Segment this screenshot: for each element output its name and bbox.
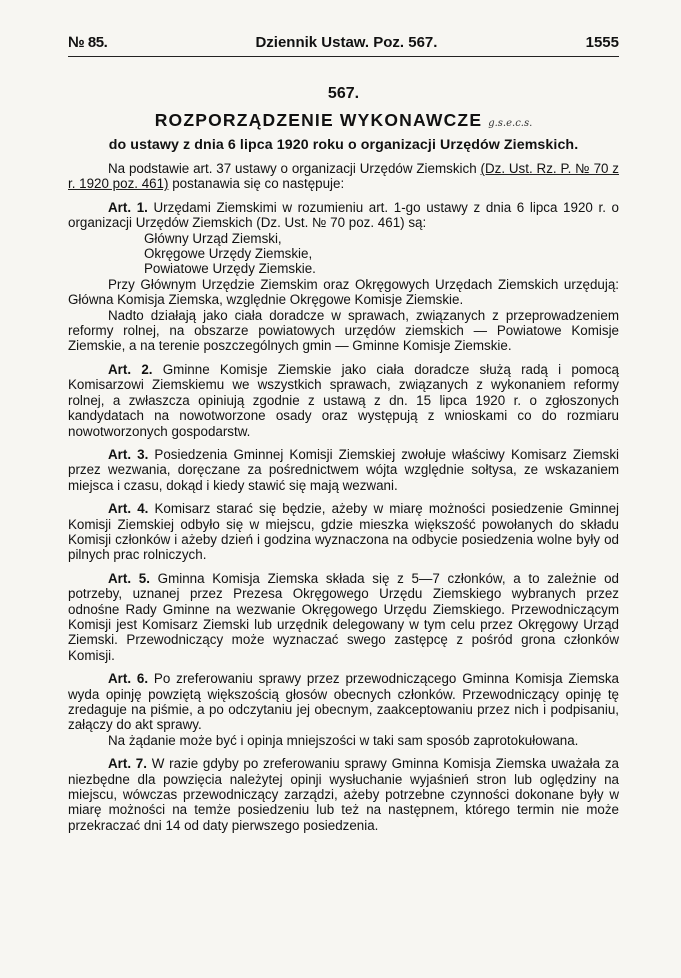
art6-label: Art. 6.: [108, 671, 149, 687]
art7-text: W razie gdyby po zreferowaniu sprawy Gminna Komisja Ziemska uważała za niezbędne dla powzięcia należytej opinji wysłuchanie wyjaśnień stron lub oględziny na miejscu, wówczas przewodniczący zarządzi, ażeby potrzebne czynności dokonane były w miarę możności na temże posiedzeniu lub też na następnem, którego termin nie może przekraczać dni 14 od daty pierwszego posiedzenia.: [68, 756, 619, 833]
art5-paragraph: [68, 571, 619, 663]
art2-label: Art. 2.: [108, 361, 153, 377]
document-body: [68, 161, 619, 833]
art3-text: Posiedzenia Gminnej Komisji Ziemskiej zwołuje właściwy Komisarz Ziemski przez wezwania, doręczane za pośrednictwem wójta względnie sołtysa, ze wskazaniem miejsca i czasu, dokąd i kiedy stawić się mają wezwani.: [68, 446, 619, 493]
intro-citation: (Dz. Ust. Rz. P. № 70 z r. 1920 poz. 461): [68, 161, 620, 192]
art4-paragraph: [68, 501, 619, 563]
art7-label: Art. 7.: [108, 756, 147, 772]
art5-text: Gminna Komisja Ziemska składa się z 5—7 członków, a to zależnie od potrzeby, uznanej przez Prezesa Okręgowego Urzędu Ziemskiego wybranych przez odnośne Rady Gminne na wezwanie Okręgowego Urzędu Ziemskiego. Przewodniczącym Komisji jest Komisarz Ziemski lub urzędnik delegowany w tym celu przez Okręgowy Urząd Ziemski. Przewodniczący może wyznaczać swego zastępcę z pośród grona członków Komisji.: [68, 570, 619, 663]
art1-text: Urzędami Ziemskimi w rozumieniu art. 1-go ustawy z dnia 6 lipca 1920 r. o organizacji Urzędów Ziemskich (Dz. Ust. № 70 poz. 461) są:: [68, 199, 619, 231]
art6-paragraph: [68, 671, 619, 733]
art6-text: Po zreferowaniu sprawy przez przewodniczącego Gminna Komisja Ziemska wyda opinję powziętą większością głosów obecnych członków. Przewodniczący opinję tę zredaguje na piśmie, a po odczytaniu jej obecnym, zaakceptowaniu przez nich i podpisaniu, załączy do akt sprawy.: [68, 671, 619, 733]
art1-paragraph: [68, 200, 619, 231]
list-item: Główny Urząd Ziemski,: [144, 230, 282, 246]
art2-text: Gminne Komisje Ziemskie jako ciała doradcze służą radą i pomocą Komisarzowi Ziemskiemu we wszystkich sprawach, związanych z wykonaniem reformy rolnej, a zwłaszcza opiniują zgodnie z ustawą z dn. 15 lipca 1920 r. o zgłoszonych kandydatach na nowotworzone osady oraz występują z wnioskami co do rozmiaru nowotworzonych gospodarstw.: [68, 361, 619, 439]
list-item: Okręgowe Urzędy Ziemskie,: [144, 246, 313, 262]
page-header: [68, 34, 619, 57]
art3-label: Art. 3.: [108, 446, 149, 462]
intro-text: Na podstawie art. 37 ustawy o organizacji Urzędów Ziemskich: [108, 161, 481, 176]
document-title: ROZPORZĄDZENIE WYKONAWCZE: [154, 110, 483, 130]
document-subtitle: do ustawy z dnia 6 lipca 1920 roku o organizacji Urzędów Ziemskich.: [108, 137, 579, 153]
office-list: [68, 231, 619, 277]
art1-paragraph-3: Nadto działają jako ciała doradcze w sprawach, związanych z przeprowadzeniem reformy rolnej, na obszarze powiatowych urzędów ziemskich — Powiatowe Komisje Ziemskie, a na terenie poszczególnych gmin — Gminne Komisje Ziemskie.: [68, 307, 619, 354]
art4-label: Art. 4.: [108, 501, 149, 517]
page-number: 1555: [585, 34, 619, 51]
list-item: Powiatowe Urzędy Ziemskie.: [144, 261, 316, 277]
document-title-line: [68, 110, 619, 131]
intro-paragraph: [68, 161, 619, 192]
journal-reference: Dziennik Ustaw. Poz. 567.: [255, 34, 438, 51]
art3-paragraph: [68, 447, 619, 493]
art1-paragraph-2: Przy Głównym Urzędzie Ziemskim oraz Okręgowych Urzędach Ziemskich urzędują: Główna Komisja Ziemska, względnie Okręgowe Komisje Ziemskie.: [68, 276, 619, 308]
art4-text: Komisarz starać się będzie, ażeby w miarę możności posiedzenie Gminnej Komisji Ziemskiej odbyło się w miejscu, gdzie mieszka większość powołanych do składu Komisji członków i ażeby dzień i godzina wyznaczona na odbycie posiedzenia wolne były od pilnych prac rolniczych.: [68, 501, 619, 563]
art7-paragraph: [68, 756, 619, 833]
issue-number: № 85.: [68, 34, 108, 51]
document-number: 567.: [327, 85, 360, 102]
art5-label: Art. 5.: [108, 570, 150, 586]
art2-paragraph: [68, 362, 619, 439]
art6-paragraph-2: Na żądanie może być i opinja mniejszości w taki sam sposób zaprotokułowana.: [108, 732, 579, 748]
art1-label: Art. 1.: [108, 199, 148, 215]
handwritten-note: g.s.e.c.s.: [488, 118, 533, 129]
intro-text-end: postanawia się co następuje:: [168, 176, 345, 192]
